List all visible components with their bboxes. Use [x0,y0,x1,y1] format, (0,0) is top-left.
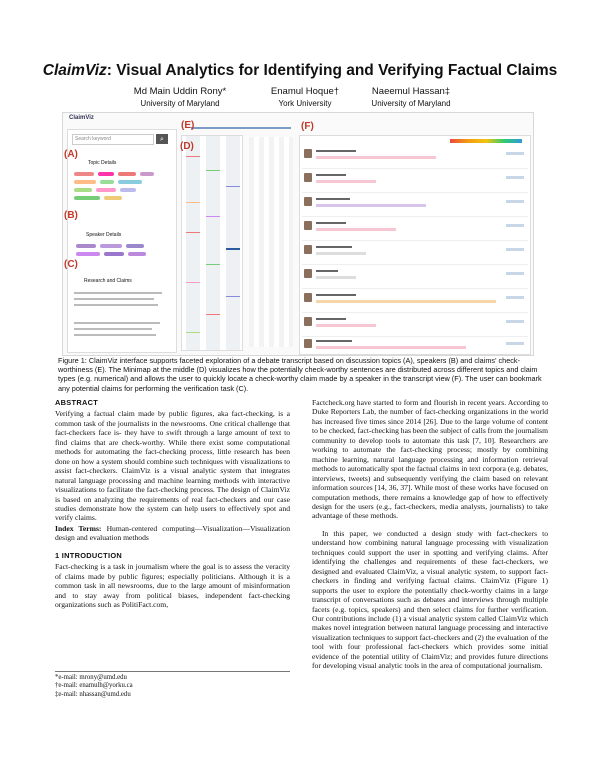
footnotes: *e-mail: mrony@umd.edu †e-mail: enamulh@yorku.ca ‡e-mail: nhassan@umd.edu [55,671,290,699]
topic-pill[interactable] [118,172,136,176]
minimap[interactable] [181,135,243,351]
intro-text: Fact-checking is a task in journalism where the goal is to assess the veracity of claims made by public figures; especially politicians. Although it is a common task in all newsrooms, due to the large amount of misinformation and to stay away from political biases, independent fact-checking organizations such as PolitiFact.com, [55,562,290,610]
speaker-pill[interactable] [76,244,96,248]
transcript-row[interactable] [302,290,528,313]
author-2: Enamul Hoque† York University [270,86,340,108]
search-input[interactable]: Search keyword [72,134,154,145]
index-terms: Human-centered computing—Visualization—Visualization design and evaluation methods [55,523,290,543]
speaker-header: Speaker Details [86,232,122,238]
minimap-columns [249,137,293,347]
speaker-pill[interactable] [126,244,144,248]
checkworthiness-slider[interactable] [191,127,291,129]
intro-heading: 1 INTRODUCTION [55,550,123,560]
topic-pill[interactable] [74,188,92,192]
topic-pill[interactable] [74,196,100,200]
topic-pill[interactable] [104,196,122,200]
topic-pill[interactable] [118,180,142,184]
abstract-text: Verifying a factual claim made by public figures, aka fact-checking, is a common task of the journalists in the newsrooms. One critical challenge that fact-checkers face is- they have to swift through a large amount of text to find claims that are check-worthy. While there exist some computational methods for automating the fact-checking process, little research has been done on how a system should combine such techniques with visualizations to assist fact-checkers. ClaimViz is a visual analytic system that integrates natural language processing and machine learning methods with interactive visualizations to facilitate the fact-checking process. The design of ClaimViz is based on analyzing the requirements of real fact-checkers and our case studies demonstrate how the system can help users to effectively spot and verify claims. [55,409,290,523]
panel-label-c: (C) [64,259,78,270]
transcript-row[interactable] [302,146,528,169]
claim-header: Research and Claims [84,278,132,284]
transcript-row[interactable] [302,194,528,217]
topic-pill[interactable] [74,180,96,184]
author-3: Naeemul Hassan‡ University of Maryland [371,86,451,108]
topic-pill[interactable] [140,172,154,176]
search-icon[interactable]: ⌕ [156,134,168,144]
left-column [55,398,290,610]
facet-panel [67,129,177,353]
index-terms-label: Index Terms: [55,523,102,533]
speaker-pill[interactable] [100,244,122,248]
color-legend [450,139,522,143]
abstract-heading: ABSTRACT [55,398,99,407]
speaker-pill[interactable] [104,252,124,256]
topic-pill[interactable] [98,172,114,176]
right-paragraph-2: In this paper, we conducted a design study with fact-checkers to understand how combining natural language processing with visualization techniques could support the user in spotting and verifying claims. After identifying the challenges and requirements of these fact-checkers, we designed and evaluated ClaimViz, a visual analytic system, to support fact-checkers in finding and verifying factual claims. ClaimViz (Figure 1) supports the user to explore the potentially check-worthy claims in a large transcript of conversations such as debates and interviews through multiple facets (e.g. topics, speakers) and then select claims for further verification. Our contributions include (1) a visual analytic system called ClaimViz which makes novel integration between natural language processing and interactive visualization techniques to support fact-checkers and (2) the evaluation of the tool with four professional fact-checkers which provides some initial evidence of the potential utility of ClaimViz; and provides future directions for developing visual analytic tools in the area of computational journalism. [312,528,548,671]
transcript-row[interactable] [302,218,528,241]
panel-label-d: (D) [180,141,194,152]
transcript-row[interactable] [302,314,528,337]
app-name: ClaimViz [69,115,94,121]
panel-label-b: (B) [64,210,78,221]
paper-title: ClaimViz: Visual Analytics for Identifying and Verifying Factual Claims [42,62,558,79]
panel-label-f: (F) [301,121,314,132]
right-paragraph-1: Factcheck.org have started to form and flourish in recent years. According to Duke Reporters Lab, the number of fact-checking organizations in the world has increased five times since 2014 [26]. Due to the large volume of content to be checked, fact-checking has been the subject of calls from the journalism community to develop tools to automate this task [7, 10]. Researchers are working to automate the fact-checking process; mostly by combining machine learning, natural language processing and information retrieval methods to automatically spot the factual claims in text corpora (e.g. debates, interviews, tweets) and subsequently verifying the claim based on relevant information sources [14, 36, 37]. While most of these works have focused on computation methods, there remains a knowledge gap of how to effectively design for the users (e.g., fact-checkers, media analysts, journalists) to take advantage of these methods. [312,398,548,521]
topic-pill[interactable] [74,172,94,176]
right-column [312,398,548,671]
topic-pill[interactable] [100,180,114,184]
speaker-pill[interactable] [128,252,146,256]
topic-pill[interactable] [96,188,116,192]
transcript-view[interactable] [299,135,531,355]
topic-header: Topic Details [88,160,117,166]
panel-label-a: (A) [64,149,78,160]
author-1: Md Main Uddin Rony* University of Maryland [133,86,227,108]
figure-claimviz-interface [62,112,534,356]
speaker-pill[interactable] [76,252,100,256]
transcript-row[interactable] [302,266,528,289]
topic-pill[interactable] [120,188,136,192]
figure-caption: Figure 1: ClaimViz interface supports faceted exploration of a debate transcript based on discussion topics (A), speakers (B) and claims' check-worthiness (E). The Minimap at the middle (D) visualizes how the potentially check-worthy sentences are distributed across different topics and claim types (e.g. numerical) and allows the user to quickly locate a check-worthy claim made by a speaker in the transcript view (F). The user can bookmark any potential claims for performing the verification task (C). [58,356,542,393]
transcript-row[interactable] [302,242,528,265]
transcript-row[interactable] [302,336,528,355]
transcript-row[interactable] [302,170,528,193]
panel-label-e: (E) [181,120,195,131]
